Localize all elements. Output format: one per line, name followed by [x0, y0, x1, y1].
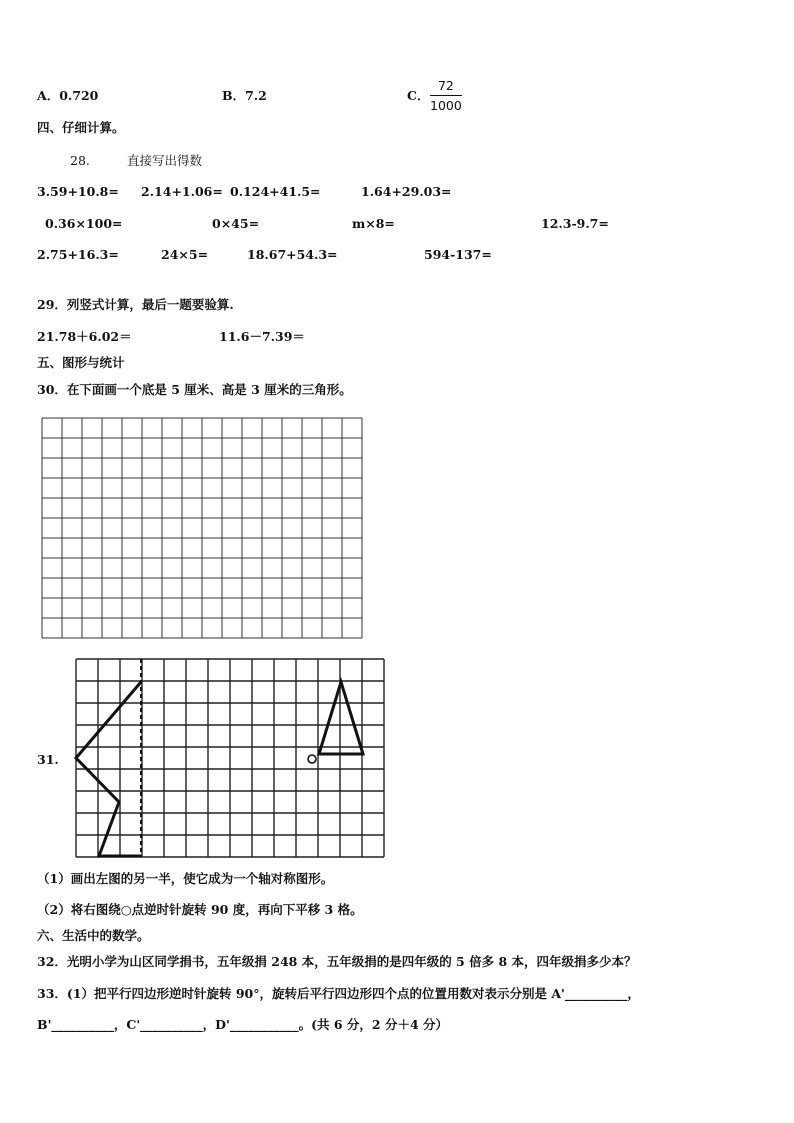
q33-line-1: 33．(1）把平行四边形逆时针旋转 90°，旋转后平行四边形四个点的位置用数对表示分别是 A'__________， [37, 986, 640, 1001]
q33-line-2: B'__________，C'__________，D'___________。(共 6 分，2 分＋4 分） [37, 1017, 448, 1032]
q28-r1-c4: 1.64+29.03= [361, 184, 452, 199]
option-c-label: C． [407, 88, 430, 103]
q28-r2-c3: m×8= [352, 216, 395, 231]
q29-title: 29．列竖式计算，最后一题要验算. [37, 297, 234, 312]
q28-r3-c3: 18.67+54.3= [247, 247, 338, 262]
q30-title: 30．在下面画一个底是 5 厘米、高是 3 厘米的三角形。 [37, 382, 352, 397]
q28-number: 28. [70, 153, 90, 168]
q31-label: 31. [37, 752, 59, 767]
option-b: B．7.2 [222, 88, 267, 103]
q29-expr-2: 11.6－7.39＝ [219, 329, 305, 344]
q28-r3-c2: 24×5= [161, 247, 209, 262]
q28-title: 直接写出得数 [127, 153, 203, 168]
q31-figure-grid [74, 657, 390, 860]
option-a: A．0.720 [37, 88, 99, 103]
q28-r3-c4: 594-137= [424, 247, 492, 262]
q31-sub-2: （2）将右图绕○点逆时针旋转 90 度，再向下平移 3 格。 [37, 902, 363, 917]
rotation-point-o [308, 755, 316, 763]
option-c-fraction [430, 78, 462, 113]
fraction-numerator: 72 [430, 78, 462, 96]
q28-r1-c1: 3.59+10.8= [37, 184, 119, 199]
section-5-heading: 五、图形与统计 [37, 355, 125, 370]
q30-square-grid [41, 417, 363, 639]
q28-r3-c1: 2.75+16.3= [37, 247, 119, 262]
q28-r1-c2: 2.14+1.06= [141, 184, 223, 199]
fraction-denominator: 1000 [430, 98, 462, 113]
q32-text: 32．光明小学为山区同学捐书，五年级捐 248 本，五年级捐的是四年级的 5 倍多 8 本，四年级捐多少本？ [37, 954, 637, 969]
q31-sub-1: （1）画出左图的另一半，使它成为一个轴对称图形。 [37, 871, 334, 886]
q28-r2-c1: 0.36×100= [45, 216, 123, 231]
q29-expr-1: 21.78＋6.02＝ [37, 329, 132, 344]
right-triangle-shape [319, 682, 363, 754]
section-4-heading: 四、仔细计算。 [37, 120, 125, 135]
section-6-heading: 六、生活中的数学。 [37, 928, 150, 943]
q28-r2-c4: 12.3-9.7= [541, 216, 609, 231]
q28-r2-c2: 0×45= [212, 216, 260, 231]
q28-r1-c3: 0.124+41.5= [230, 184, 321, 199]
